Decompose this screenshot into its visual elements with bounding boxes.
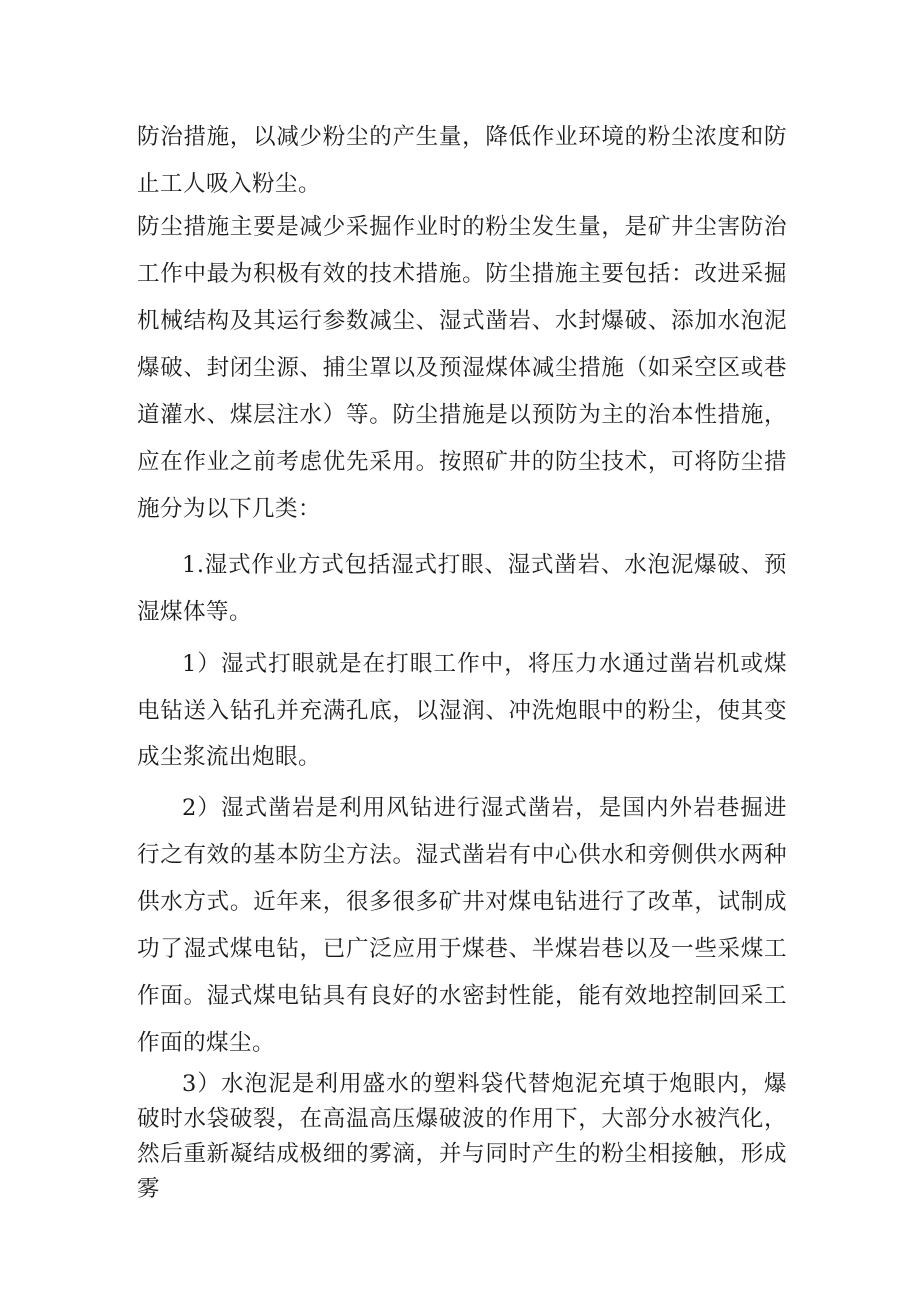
- paragraph-prevention-intro: 防治措施，以减少粉尘的产生量，降低作业环境的粉尘浓度和防止工人吸入粉尘。: [137, 124, 787, 197]
- paragraph-water-stemming: 3）水泡泥是利用盛水的塑料袋代替炮泥充填于炮眼内，爆破时水袋破裂，在高温高压爆破波的作用下，大部分水被汽化，然后重新凝结成极细的雾滴，并与同时产生的粉尘相接触，形成雾: [137, 1071, 787, 1202]
- paragraph-wet-rock-drilling: 2）湿式凿岩是利用风钻进行湿式凿岩，是国内外岩巷掘进行之有效的基本防尘方法。湿式凿岩有中心供水和旁侧供水两种供水方式。近年来，很多很多矿井对煤电钻进行了改革，试制成功了湿式煤电钻，已广泛应用于煤巷、半煤岩巷以及一些采煤工作面。湿式煤电钻具有良好的水密封性能，能有效地控制回采工作面的煤尘。: [137, 795, 787, 1056]
- paragraph-wet-operation: 1.湿式作业方式包括湿式打眼、湿式凿岩、水泡泥爆破、预湿煤体等。: [137, 552, 787, 625]
- paragraph-wet-drilling: 1）湿式打眼就是在打眼工作中，将压力水通过凿岩机或煤电钻送入钻孔并充满孔底，以湿润、冲洗炮眼中的粉尘，使其变成尘浆流出炮眼。: [137, 651, 787, 770]
- paragraph-dust-prevention-measures: 防尘措施主要是减少采掘作业时的粉尘发生量，是矿井尘害防治工作中最为积极有效的技术措施。防尘措施主要包括：改进采掘机械结构及其运行参数减尘、湿式凿岩、水封爆破、添加水泡泥爆破、封闭尘源、捕尘罩以及预湿煤体减尘措施（如采空区或巷道灌水、煤层注水）等。防尘措施是以预防为主的治本性措施，应在作业之前考虑优先采用。按照矿井的防尘技术，可将防尘措施分为以下几类：: [137, 214, 787, 522]
